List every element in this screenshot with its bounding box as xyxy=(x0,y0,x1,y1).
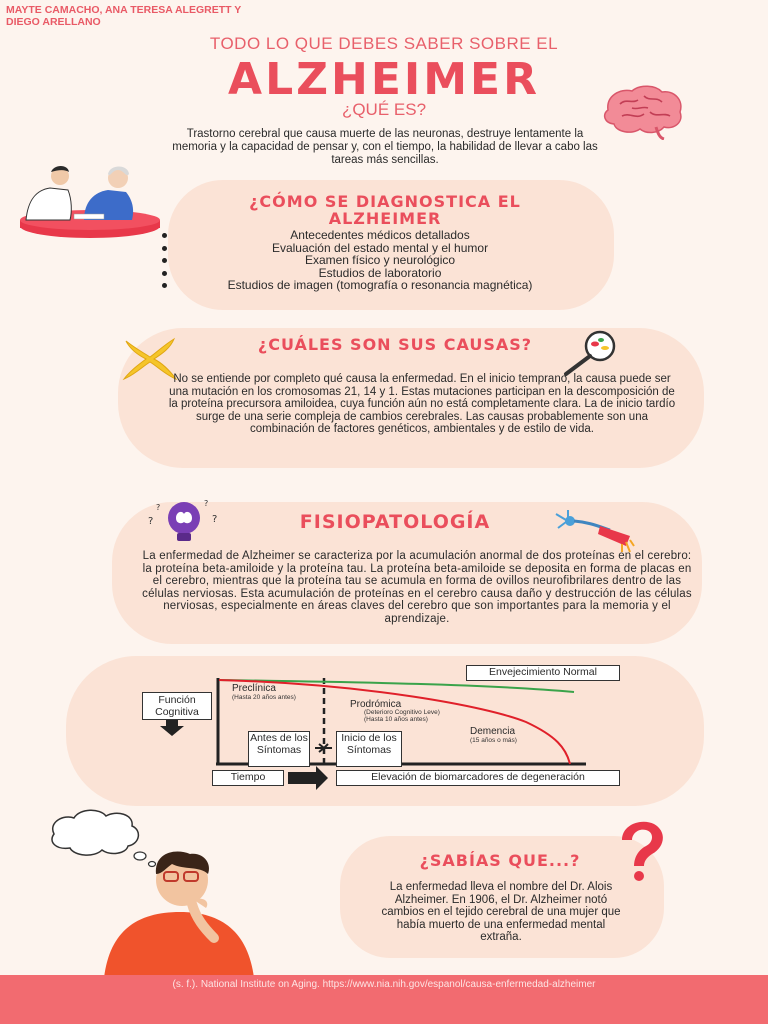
lightbulb-brain-icon xyxy=(140,498,224,548)
thought-bubble-icon xyxy=(52,810,138,855)
prodromal-label: Prodrómica xyxy=(350,699,402,710)
symptom-onset-label: Inicio de los Síntomas xyxy=(336,731,402,767)
right-arrow-icon xyxy=(288,766,328,790)
brain-icon xyxy=(598,82,688,140)
doctor-patient-illustration xyxy=(14,160,164,242)
diagnosis-item: Estudios de laboratorio xyxy=(160,267,600,280)
diagnosis-item: Antecedentes médicos detallados xyxy=(160,229,600,242)
what-is-heading: ¿QUÉ ES? xyxy=(341,100,427,119)
question-mark-icon xyxy=(614,818,672,882)
normal-aging-label: Envejecimiento Normal xyxy=(466,665,620,681)
thinking-person-illustration xyxy=(44,808,258,978)
diagnosis-item: Estudios de imagen (tomografía o resonancia magnética) xyxy=(160,279,600,292)
svg-text:?: ? xyxy=(212,514,218,525)
kicker-title: TODO LO QUE DEBES SABER SOBRE EL xyxy=(209,34,559,53)
time-label: Tiempo xyxy=(212,770,284,786)
before-symptoms-label: Antes de los Síntomas xyxy=(248,731,310,767)
did-you-know-text: La enfermedad lleva el nombre del Dr. Alois Alzheimer. En 1906, el Dr. Alzheimer notó cambios en el tejido cerebral de una mujer que había muerto de una enfermedad mental extraña. xyxy=(381,881,621,943)
cognitive-function-label: Función Cognitiva xyxy=(142,692,212,720)
bullet-icon xyxy=(162,258,167,263)
main-title: ALZHEIMER xyxy=(228,54,540,105)
neuron-icon xyxy=(552,506,636,554)
preclinical-sublabel: (Hasta 20 años antes) xyxy=(232,694,296,701)
bullet-icon xyxy=(162,283,167,288)
footer-citation: (s. f.). National Institute on Aging. https://www.nia.nih.gov/espanol/causa-enfermedad-alzheimer xyxy=(172,979,596,990)
causes-text: No se entiende por completo qué causa la enfermedad. En el inicio temprano, la causa puede ser una mutación en los cromosomas 21, 14 y 1. Estas mutaciones participan en la descomposición de la proteína precursora amiloidea, cuya función aún no está completamente clara. La de inicio tardío surge de una serie compleja de cambios cerebrales. Las causas probablemente son una combinación de factores genéticos, ambientales y de estilo de vida. xyxy=(168,373,676,435)
magnifier-icon xyxy=(560,328,626,376)
diagnosis-list xyxy=(160,229,600,292)
pathophysiology-title: FISIOPATOLOGÍA xyxy=(299,511,491,533)
svg-text:?: ? xyxy=(204,499,209,508)
preclinical-label: Preclínica xyxy=(232,683,276,694)
pathophysiology-text: La enfermedad de Alzheimer se caracteriza por la acumulación anormal de dos proteínas en el cerebro: la proteína beta-amiloide y la proteína tau. La proteína beta-amiloide se deposita en forma de placas en el cerebro, mientras que la proteína tau se acumula en forma de ovillos neurofibrilares dentro de las células nerviosas. Esta acumulación de proteínas en el cerebro causa daño y destrucción de las células nerviosas, especialmente en áreas claves del cerebro que son importantes para la memoria y el aprendizaje. xyxy=(142,550,692,625)
prodromal-sublabel-2: (Hasta 10 años antes) xyxy=(364,716,428,723)
bullet-icon xyxy=(162,271,167,276)
diagnosis-item: Examen físico y neurológico xyxy=(160,254,600,267)
did-you-know-title: ¿SABÍAS QUE...? xyxy=(419,851,581,870)
svg-text:?: ? xyxy=(148,516,154,527)
prodromal-sublabel-1: (Deterioro Cognitivo Leve) xyxy=(364,709,440,716)
bullet-icon xyxy=(162,246,167,251)
causes-title: ¿CUÁLES SON SUS CAUSAS? xyxy=(257,335,533,354)
biomarkers-label: Elevación de biomarcadores de degeneración xyxy=(336,770,620,786)
dementia-sublabel: (15 años o más) xyxy=(470,737,517,744)
dementia-label: Demencia xyxy=(470,726,516,737)
intro-text: Trastorno cerebral que causa muerte de las neuronas, destruye lentamente la memoria y la capacidad de pensar y, con el tiempo, la habilidad de llevar a cabo las tareas más sencillas. xyxy=(172,128,598,166)
diagnosis-title: ¿CÓMO SE DIAGNOSTICA EL ALZHEIMER xyxy=(249,192,521,228)
authors: MAYTE CAMACHO, ANA TERESA ALEGRETT Y DIEGO ARELLANO xyxy=(6,4,242,28)
diagnosis-item: Evaluación del estado mental y el humor xyxy=(160,242,600,255)
bullet-icon xyxy=(162,233,167,238)
svg-text:?: ? xyxy=(156,503,161,512)
